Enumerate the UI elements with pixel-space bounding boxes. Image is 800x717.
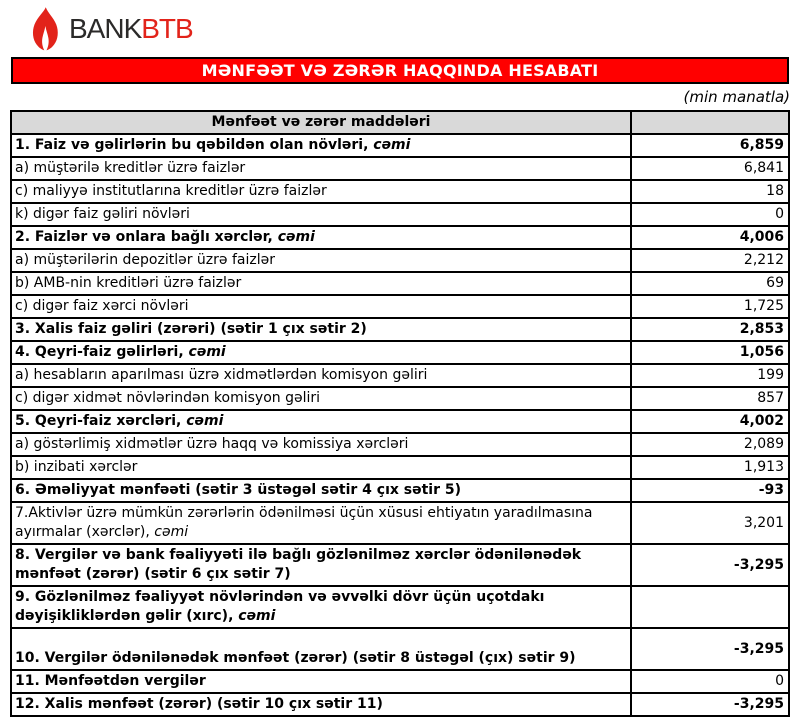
row-label: a) müştərilərin depozitlər üzrə faizlər bbox=[12, 250, 632, 271]
row-label: a) hesabların aparılması üzrə xidmətlərdən komisyon gəliri bbox=[12, 365, 632, 386]
profit-loss-table bbox=[10, 110, 790, 717]
bank-wordmark-bank: BANK bbox=[69, 13, 142, 44]
table-row bbox=[12, 694, 788, 717]
table-row bbox=[12, 480, 788, 503]
row-value: 6,841 bbox=[743, 160, 784, 176]
row-label: 10. Vergilər ödənilənədək mənfəət (zərər) (sətir 8 üstəgəl (çıx) sətir 9) bbox=[12, 629, 632, 669]
row-value: 2,853 bbox=[739, 321, 784, 337]
row-label: a) müştərilə kreditlər üzrə faizlər bbox=[12, 158, 632, 179]
row-label: c) digər xidmət növlərindən komisyon gəliri bbox=[12, 388, 632, 409]
table-row bbox=[12, 319, 788, 342]
table-row bbox=[12, 204, 788, 227]
table-row bbox=[12, 457, 788, 480]
pl-table-body bbox=[12, 135, 788, 717]
flame-icon bbox=[30, 6, 60, 52]
row-value: 18 bbox=[766, 183, 784, 199]
row-label: 3. Xalis faiz gəliri (zərəri) (sətir 1 çıx sətir 2) bbox=[12, 319, 632, 340]
table-row bbox=[12, 545, 788, 587]
table-row bbox=[12, 227, 788, 250]
row-label: c) digər faiz xərci növləri bbox=[12, 296, 632, 317]
row-label-suffix: cəmi bbox=[186, 413, 224, 429]
table-row bbox=[12, 250, 788, 273]
table-row bbox=[12, 388, 788, 411]
bank-logo bbox=[30, 6, 790, 52]
table-row bbox=[12, 342, 788, 365]
row-value: 4,002 bbox=[739, 413, 784, 429]
row-label: 7.Aktivlər üzrə mümkün zərərlərin ödənilməsi üçün xüsusi ehtiyatın yaradılmasına ayırmalar (xərclər), cəmi bbox=[12, 503, 632, 543]
table-row bbox=[12, 181, 788, 204]
row-label: 9. Gözlənilməz fəaliyyət növlərindən və əvvəlki dövr üçün uçotdakı dəyişikliklərdən gəlir (xırc), cəmi bbox=[12, 587, 632, 627]
row-label: b) inzibati xərclər bbox=[12, 457, 632, 478]
bank-wordmark-btb: BTB bbox=[141, 13, 193, 44]
table-row bbox=[12, 158, 788, 181]
row-value: 857 bbox=[757, 390, 784, 406]
unit-note: (min manatla) bbox=[683, 88, 790, 106]
row-label: a) göstərlimiş xidmətlər üzrə haqq və komissiya xərcləri bbox=[12, 434, 632, 455]
row-value: 0 bbox=[775, 206, 784, 222]
row-label: 2. Faizlər və onlara bağlı xərclər, cəmi bbox=[12, 227, 632, 248]
row-value: 2,212 bbox=[743, 252, 784, 268]
table-row bbox=[12, 629, 788, 671]
table-row bbox=[12, 135, 788, 158]
table-row bbox=[12, 296, 788, 319]
table-header-value bbox=[632, 112, 788, 133]
row-value: 69 bbox=[766, 275, 784, 291]
row-value: -3,295 bbox=[733, 556, 784, 573]
table-row bbox=[12, 411, 788, 434]
row-value: 2,089 bbox=[743, 436, 784, 452]
row-label: c) maliyyə institutlarına kreditlər üzrə faizlər bbox=[12, 181, 632, 202]
row-label: 1. Faiz və gəlirlərin bu qəbildən olan növləri, cəmi bbox=[12, 135, 632, 156]
bank-wordmark bbox=[69, 15, 193, 43]
row-label: 6. Əməliyyat mənfəəti (sətir 3 üstəgəl sətir 4 çıx sətir 5) bbox=[12, 480, 632, 501]
row-value: 1,913 bbox=[743, 459, 784, 475]
row-label-suffix: cəmi bbox=[373, 137, 411, 153]
row-value: 0 bbox=[775, 673, 784, 689]
row-label-suffix: cəmi bbox=[188, 344, 226, 360]
row-value: -3,295 bbox=[733, 640, 784, 657]
row-value: 199 bbox=[757, 367, 784, 383]
row-value: 6,859 bbox=[739, 137, 784, 153]
table-header-label: Mənfəət və zərər maddələri bbox=[12, 112, 632, 133]
report-title-banner bbox=[11, 57, 789, 84]
table-row bbox=[12, 434, 788, 457]
row-label: b) AMB-nin kreditləri üzrə faizlər bbox=[12, 273, 632, 294]
row-label: 5. Qeyri-faiz xərcləri, cəmi bbox=[12, 411, 632, 432]
row-label: 11. Mənfəətdən vergilər bbox=[12, 671, 632, 692]
table-row bbox=[12, 273, 788, 296]
report-title: MƏNFƏƏT VƏ ZƏRƏR HAQQINDA HESABATI bbox=[201, 61, 599, 80]
row-label-suffix: cəmi bbox=[238, 608, 276, 624]
table-row bbox=[12, 365, 788, 388]
row-value: 3,201 bbox=[743, 514, 784, 531]
row-value: -3,295 bbox=[733, 696, 784, 712]
row-value bbox=[632, 587, 788, 627]
row-value: 4,006 bbox=[739, 229, 784, 245]
row-value: 1,056 bbox=[739, 344, 784, 360]
row-label: 4. Qeyri-faiz gəlirləri, cəmi bbox=[12, 342, 632, 363]
row-value: 1,725 bbox=[743, 298, 784, 314]
table-row bbox=[12, 671, 788, 694]
row-label: 12. Xalis mənfəət (zərər) (sətir 10 çıx sətir 11) bbox=[12, 694, 632, 715]
table-row bbox=[12, 503, 788, 545]
row-label: 8. Vergilər və bank fəaliyyəti ilə bağlı gözlənilməz xərclər ödənilənədək mənfəət (zərər) (sətir 6 çıx sətir 7) bbox=[12, 545, 632, 585]
table-header-row bbox=[12, 112, 788, 135]
table-row bbox=[12, 587, 788, 629]
row-label: k) digər faiz gəliri növləri bbox=[12, 204, 632, 225]
row-label-suffix: cəmi bbox=[154, 524, 189, 540]
row-label-suffix: cəmi bbox=[277, 229, 315, 245]
row-value: -93 bbox=[758, 482, 784, 498]
